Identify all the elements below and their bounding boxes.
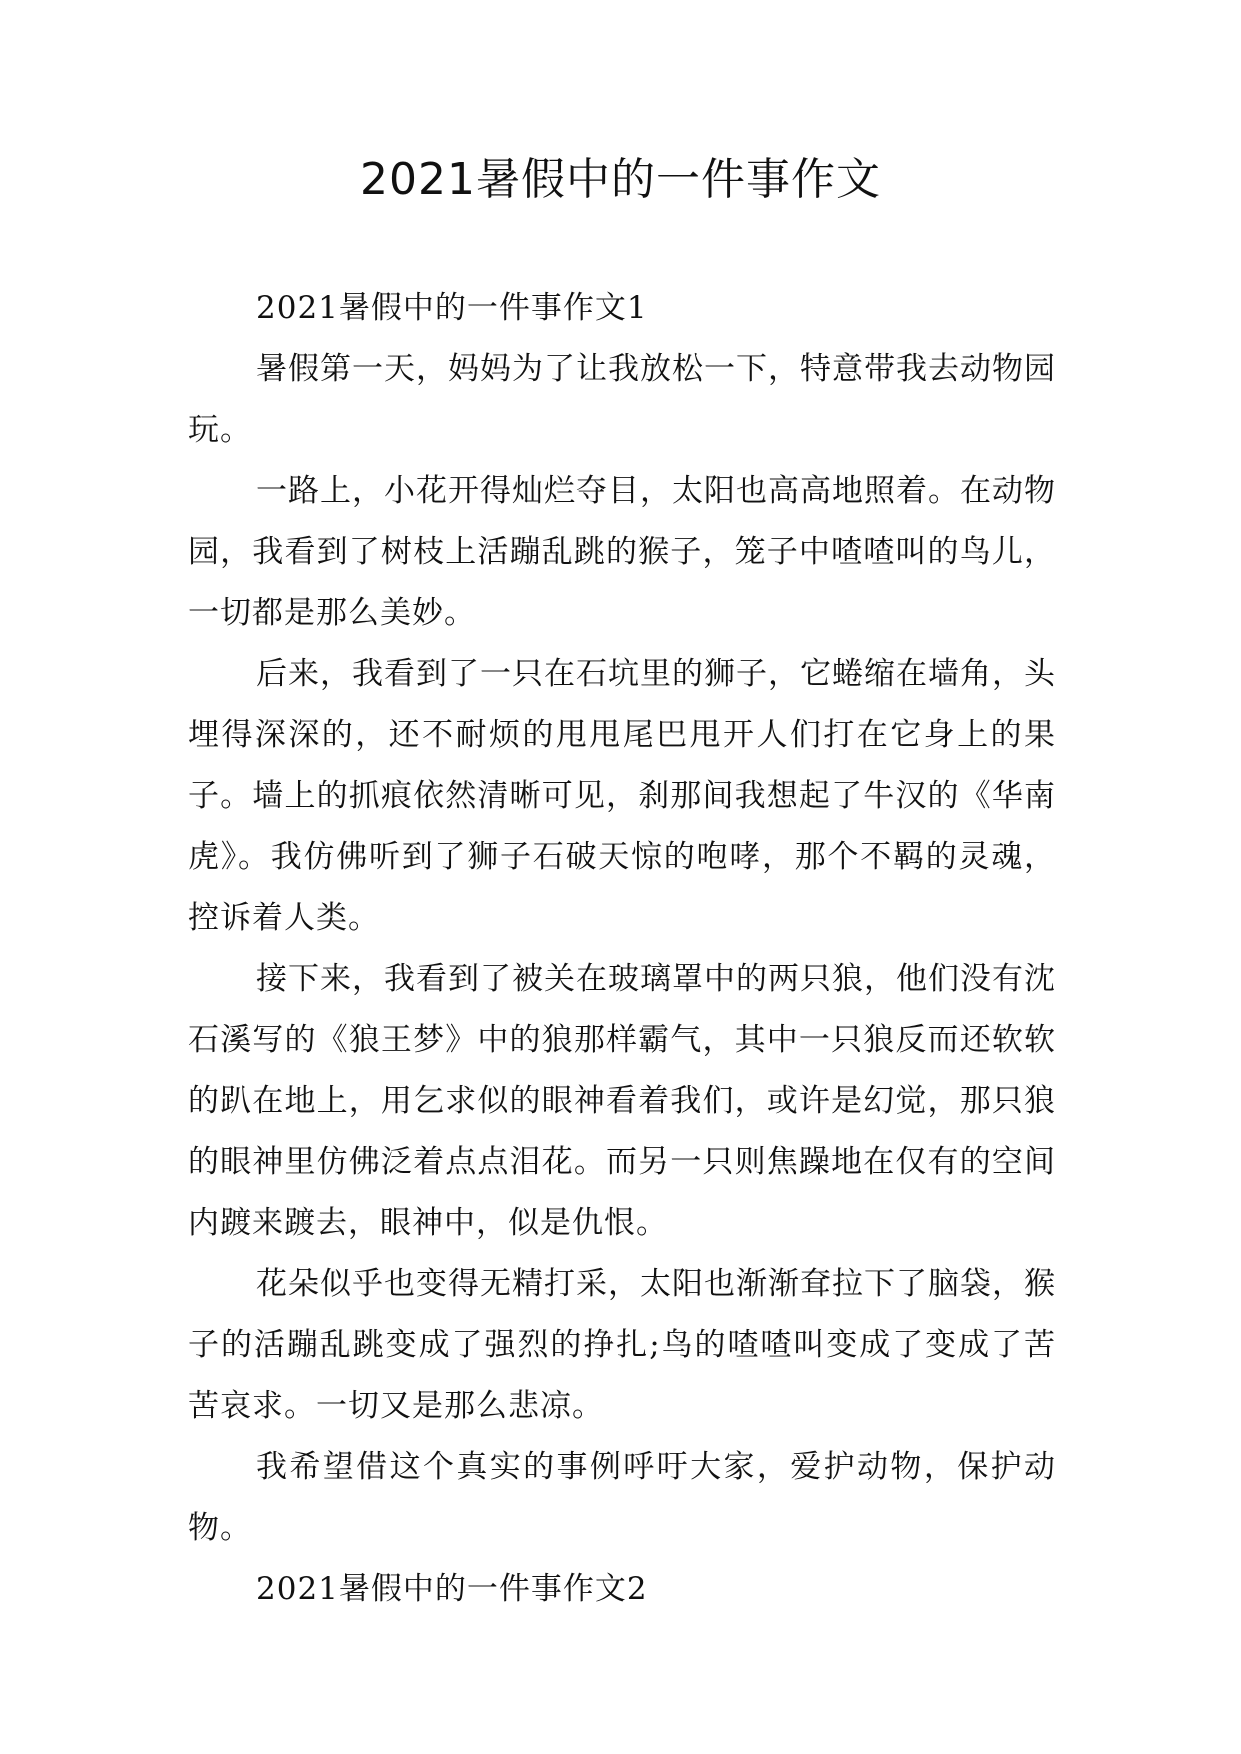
paragraph: 花朵似乎也变得无精打采，太阳也渐渐耷拉下了脑袋，猴子的活蹦乱跳变成了强烈的挣扎;鸟的喳喳叫变成了变成了苦苦哀求。一切又是那么悲凉。 <box>188 1266 1056 1424</box>
paragraph: 接下来，我看到了被关在玻璃罩中的两只狼，他们没有沈石溪写的《狼王梦》中的狼那样霸气，其中一只狼反而还软软的趴在地上，用乞求似的眼神看着我们，或许是幻觉，那只狼的眼神里仿佛泛着点点泪花。而另一只则焦躁地在仅有的空间内踱来踱去，眼神中，似是仇恨。 <box>188 961 1056 1241</box>
document-body <box>188 278 1056 1620</box>
paragraph: 一路上，小花开得灿烂夺目，太阳也高高地照着。在动物园，我看到了树枝上活蹦乱跳的猴子，笼子中喳喳叫的鸟儿，一切都是那么美妙。 <box>188 473 1056 631</box>
essay-1-heading: 2021暑假中的一件事作文1 <box>256 290 648 326</box>
essay-2-heading: 2021暑假中的一件事作文2 <box>256 1571 648 1607</box>
document-title: 2021暑假中的一件事作文 <box>360 154 881 205</box>
paragraph: 暑假第一天，妈妈为了让我放松一下，特意带我去动物园玩。 <box>188 351 1056 448</box>
paragraph: 后来，我看到了一只在石坑里的狮子，它蜷缩在墙角，头埋得深深的，还不耐烦的甩甩尾巴甩开人们打在它身上的果子。墙上的抓痕依然清晰可见，刹那间我想起了牛汉的《华南虎》。我仿佛听到了狮子石破天惊的咆哮，那个不羁的灵魂，控诉着人类。 <box>188 656 1056 936</box>
paragraph: 我希望借这个真实的事例呼吁大家，爱护动物，保护动物。 <box>188 1449 1056 1546</box>
